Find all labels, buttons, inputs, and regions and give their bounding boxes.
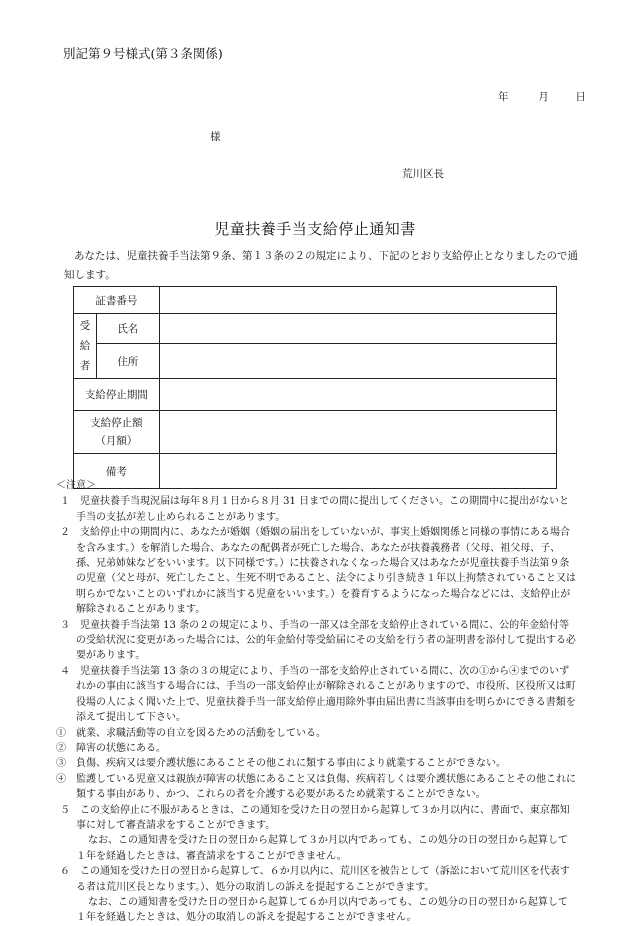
note-6-supplement: なお、この通知書を受けた日の翌日から起算して６か月以内であっても、この処分の日の翌日から起算して１年を経過したときは、処分の取消しの訴えを提起することができません。 xyxy=(76,896,568,924)
document-title: 児童扶養手当支給停止通知書 xyxy=(214,220,416,238)
label-address: 住所 xyxy=(96,344,159,379)
note-6: ６ この通知を受けた日の翌日から起算して、６か月以内に、荒川区を被告として（訴訟において荒川区を代表する者は荒川区長となります。）、処分の取消しの訴えを提起することができます。 xyxy=(60,866,570,893)
row-certificate-number xyxy=(74,287,557,314)
label-certificate-number: 証書番号 xyxy=(74,287,160,314)
note-4: ４ 児童扶養手当法第 13 条の３の規定により、手当の一部を支給停止されている間に、次の①から④までのいずれかの事由に該当する場合には、手当の一部支給停止が解除されることがありますので、市役所、区役所又は町役場の人によく聞いた上で、児童扶養手当一部支給停止適用除外事由届出書に当該事由を明らかにできる書類を添えて提出して下さい。 xyxy=(60,665,576,724)
notes-section xyxy=(56,478,576,926)
issuer-name: 荒川区長 xyxy=(402,168,444,180)
note-1: １ 児童扶養手当現況届は毎年８月１日から８月 31 日までの間に提出してください。この期間中に提出がないと手当の支払が差し止められることがあります。 xyxy=(60,496,570,523)
condition-4: ④ 監護している児童又は親族が障害の状態にあること又は負傷、疾病若しくは要介護状態にあることその他これに類する事由があり、かつ、これらの者を介護する必要があるため就業することができない。 xyxy=(56,773,576,801)
intro-text: あなたは、児童扶養手当法第９条、第１３条の２の規定により、下記のとおり支給停止となりましたので通知します。 xyxy=(64,250,578,281)
label-remarks: 備考 xyxy=(74,454,160,489)
info-table xyxy=(73,286,557,489)
value-address xyxy=(159,344,556,379)
label-name: 氏名 xyxy=(96,314,159,344)
value-certificate-number xyxy=(159,287,556,314)
row-name xyxy=(74,314,557,344)
label-amount: 支給停止額 （月額） xyxy=(74,411,160,454)
note-5: ５ この支給停止に不服があるときは、この通知を受けた日の翌日から起算して３か月以内に、書面で、東京都知事に対して審査請求をすることができます。 xyxy=(60,804,570,831)
note-2: ２ 支給停止中の期間内に、あなたが婚姻（婚姻の届出をしていないが、事実上婚姻関係と同様の事情にある場合を含みます。）を解消した場合、あなたの配偶者が死亡した場合、あなたが扶養義務者（父母、祖父母、子、孫、兄弟姉妹などをいいます。以下同様です。）に扶養されなくなった場合又はあなたが児童扶養手当法第９条の児童（父と母が、死亡したこと、生死不明であること、法令により引き続き１年以上拘禁されていること又は明らかでないことのいずれかに該当する児童をいいます。）を養育するようになった場合などには、支給停止が解除されることがあります。 xyxy=(60,527,576,616)
row-amount xyxy=(74,411,557,454)
condition-3: ③ 負傷、疾病又は要介護状態にあることその他これに類する事由により就業することができない。 xyxy=(56,758,506,770)
value-period xyxy=(159,379,556,411)
issue-date xyxy=(498,89,586,104)
row-address xyxy=(74,344,557,379)
date-day: 日 xyxy=(575,91,586,103)
form-number: 別記第９号様式(第３条関係) xyxy=(63,46,223,61)
value-amount xyxy=(159,411,556,454)
label-recipient: 受 給 者 xyxy=(74,314,97,379)
value-name xyxy=(159,314,556,344)
condition-2: ② 障害の状態にある。 xyxy=(56,742,166,754)
condition-1: ① 就業、求職活動等の自立を図るための活動をしている。 xyxy=(56,727,326,739)
row-period xyxy=(74,379,557,411)
note-3: ３ 児童扶養手当法第 13 条の２の規定により、手当の一部又は全部を支給停止されている間に、公的年金給付等の受給状況に変更があった場合には、公的年金給付等受給届にその支給を行う者の証明書を添付して提出する必要があります。 xyxy=(60,619,576,662)
date-year: 年 xyxy=(498,91,509,103)
date-month: 月 xyxy=(538,91,549,103)
notes-heading: ＜注意＞ xyxy=(56,480,96,491)
note-5-supplement: なお、この通知書を受けた日の翌日から起算して３か月以内であっても、この処分の日の翌日から起算して１年を経過したときは、審査請求をすることができません。 xyxy=(76,835,568,862)
addressee-suffix: 様 xyxy=(210,131,221,143)
label-period: 支給停止期間 xyxy=(74,379,160,411)
